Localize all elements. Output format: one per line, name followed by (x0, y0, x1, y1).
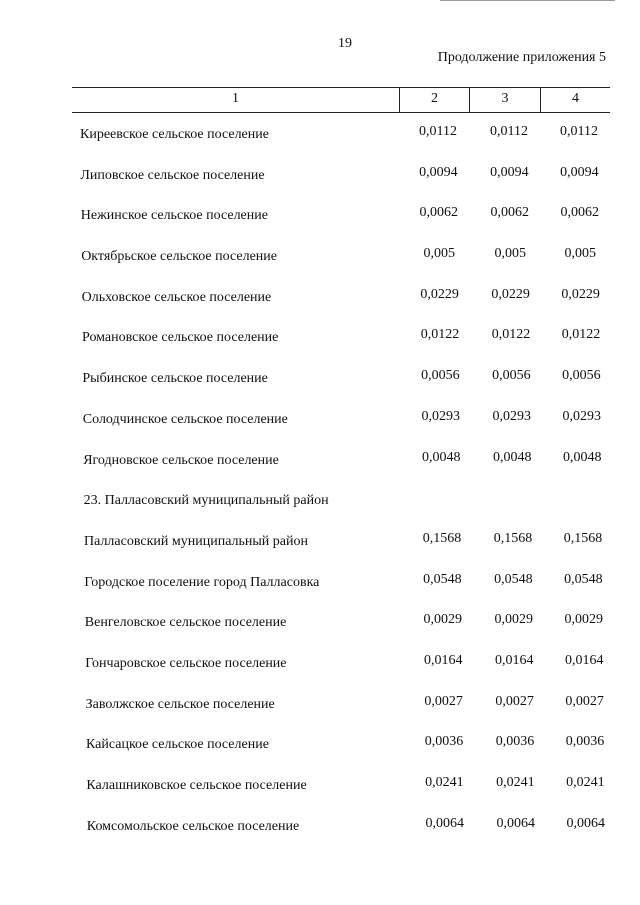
settlement-name: Городское поселение город Палласовка (84, 574, 320, 590)
continuation-title: Продолжение приложения 5 (437, 50, 606, 65)
table-row (0, 568, 640, 609)
header-col-1: 1 (232, 91, 239, 106)
value-col-3: 0,0064 (496, 815, 536, 831)
value-col-4: 0,1568 (563, 530, 603, 546)
table-row (0, 486, 640, 527)
table-row (0, 771, 640, 812)
settlement-name: Октябрьское сельское поселение (81, 249, 277, 265)
value-col-4: 0,0056 (562, 368, 601, 384)
settlement-name: Калашниковское сельское поселение (86, 778, 307, 793)
table-body (0, 120, 640, 852)
table-row (0, 323, 640, 364)
header-col-2: 2 (399, 88, 469, 112)
value-col-4: 0,0029 (564, 612, 604, 628)
value-col-4: 0,0293 (562, 408, 602, 424)
value-col-4: 0,0027 (565, 693, 604, 709)
value-col-3: 0,0241 (496, 775, 535, 790)
table-header (72, 87, 610, 113)
value-col-3: 0,0094 (490, 164, 529, 180)
value-col-2: 0,0164 (423, 652, 463, 668)
value-col-3: 0,0229 (491, 286, 530, 302)
value-col-3: 0,0062 (490, 205, 530, 221)
settlement-name: Ягодновское сельское поселение (83, 452, 279, 468)
value-col-3: 0,005 (494, 246, 526, 262)
settlement-name: Гончаровское сельское поселение (85, 655, 287, 671)
value-col-2: 0,0241 (425, 775, 464, 790)
value-col-4: 0,0062 (560, 205, 600, 221)
value-col-2: 0,0062 (419, 205, 459, 221)
table-row (0, 730, 640, 771)
settlement-name: Заволжское сельское поселение (85, 696, 275, 712)
value-col-4: 0,0036 (565, 734, 605, 750)
value-col-4: 0,0122 (561, 327, 601, 343)
settlement-name: Липовское сельское поселение (80, 167, 265, 183)
value-col-2: 0,0048 (421, 449, 461, 465)
value-col-3: 0,0548 (494, 571, 533, 587)
table-row (0, 690, 640, 731)
table-row (0, 608, 640, 649)
value-col-4: 0,0112 (560, 124, 598, 139)
settlement-name: Кайсацкое сельское поселение (86, 737, 269, 753)
settlement-name: Рыбинское сельское поселение (82, 371, 268, 387)
value-col-2: 0,0036 (424, 734, 464, 750)
value-col-4: 0,005 (564, 246, 596, 262)
value-col-2: 0,0548 (423, 571, 462, 587)
table-row (0, 446, 640, 487)
table-row (0, 405, 640, 446)
value-col-3: 0,0293 (492, 408, 532, 424)
table-row (0, 242, 640, 283)
settlement-name: 23. Палласовский муниципальный район (83, 493, 329, 509)
value-col-2: 0,0293 (421, 408, 461, 424)
value-col-3: 0,0029 (494, 612, 534, 628)
table-row (0, 364, 640, 405)
header-col-3: 3 (469, 88, 540, 112)
top-edge-mark (440, 0, 615, 4)
value-col-2: 0,0029 (423, 612, 463, 628)
settlement-name: Солодчинское сельское поселение (82, 411, 288, 427)
value-col-2: 0,0122 (420, 327, 460, 343)
table-row (0, 283, 640, 324)
value-col-3: 0,0027 (495, 693, 534, 709)
settlement-name: Нежинское сельское поселение (80, 208, 268, 224)
value-col-2: 0,005 (423, 246, 455, 262)
value-col-3: 0,0112 (490, 124, 528, 139)
table-row (0, 812, 640, 853)
value-col-2: 0,0112 (419, 124, 457, 139)
table-row (0, 201, 640, 242)
value-col-4: 0,0048 (562, 449, 602, 465)
value-col-2: 0,0056 (421, 368, 460, 384)
value-col-4: 0,0229 (561, 286, 600, 302)
value-col-4: 0,0241 (566, 775, 605, 790)
value-col-2: 0,1568 (422, 530, 462, 546)
value-col-4: 0,0094 (560, 164, 599, 180)
value-col-2: 0,0229 (420, 286, 459, 302)
page-number: 19 (338, 36, 352, 51)
value-col-4: 0,0064 (566, 815, 606, 831)
value-col-4: 0,0548 (564, 571, 603, 587)
settlement-name: Комсомольское сельское поселение (86, 818, 300, 834)
settlement-name: Венгеловское сельское поселение (84, 615, 287, 631)
value-col-3: 0,0036 (495, 734, 535, 750)
value-col-3: 0,0122 (491, 327, 531, 343)
table-row (0, 649, 640, 690)
settlement-name: Палласовский муниципальный район (84, 533, 308, 549)
table-row (0, 161, 640, 202)
value-col-3: 0,0164 (494, 652, 534, 668)
value-col-2: 0,0064 (425, 815, 465, 831)
value-col-3: 0,1568 (493, 530, 533, 546)
settlement-name: Киреевское сельское поселение (80, 127, 269, 142)
header-col-4: 4 (540, 88, 610, 112)
table-row (0, 527, 640, 568)
value-col-4: 0,0164 (564, 652, 604, 668)
value-col-2: 0,0094 (419, 164, 458, 180)
settlement-name: Романовское сельское поселение (82, 330, 279, 346)
value-col-2: 0,0027 (424, 693, 463, 709)
table-row (0, 120, 640, 161)
value-col-3: 0,0056 (492, 368, 531, 384)
settlement-name: Ольховское сельское поселение (81, 289, 272, 305)
value-col-3: 0,0048 (492, 449, 532, 465)
